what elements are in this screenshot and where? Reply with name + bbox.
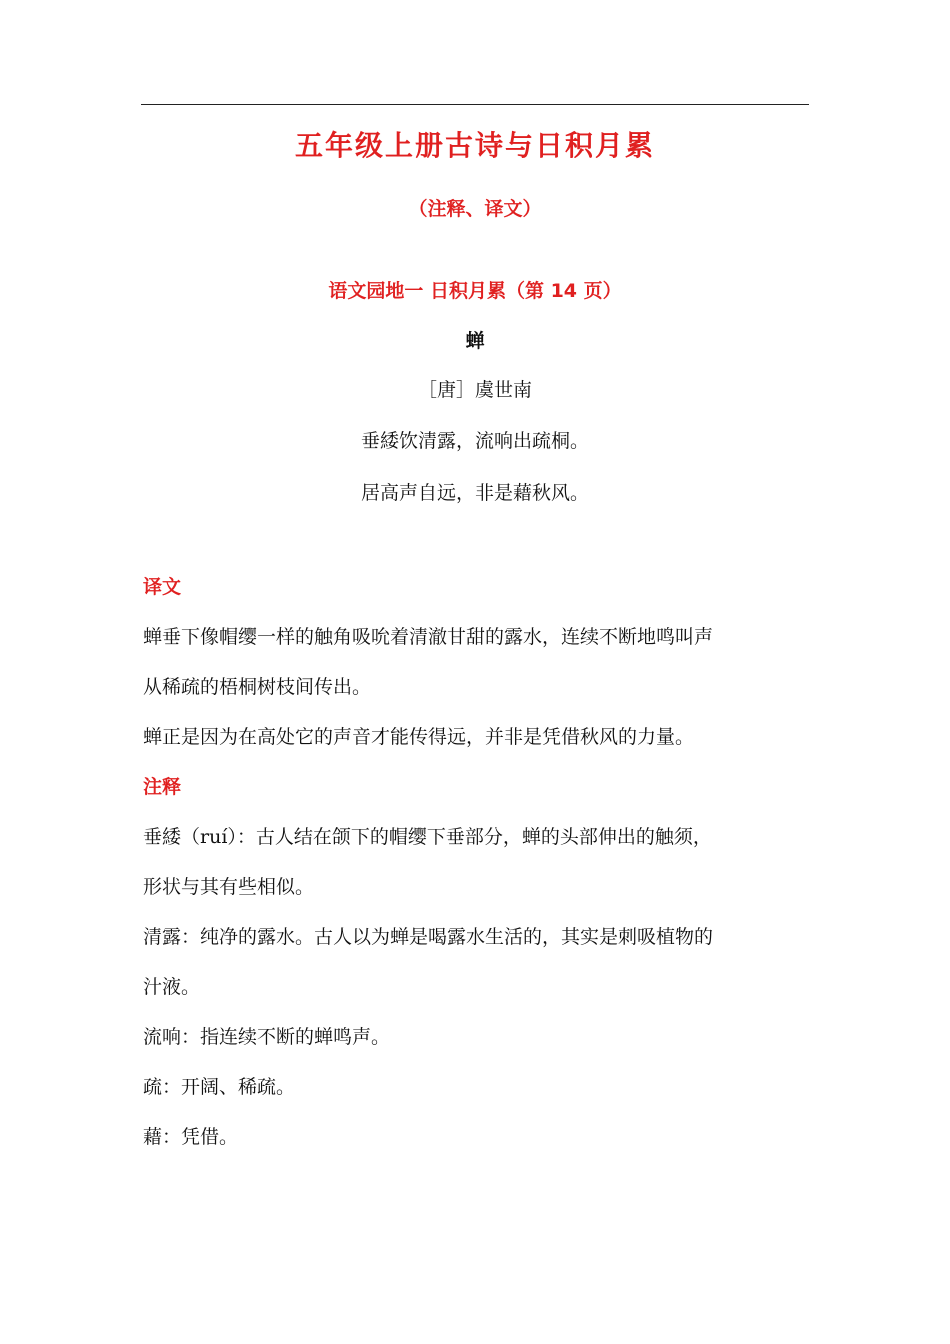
note-item: 疏：开阔、稀疏。 bbox=[143, 1076, 296, 1098]
note-item: 流响：指连续不断的蝉鸣声。 bbox=[143, 1026, 391, 1048]
note-item: 清露：纯净的露水。古人以为蝉是喝露水生活的，其实是刺吸植物的 bbox=[143, 926, 714, 948]
page-title: 五年级上册古诗与日积月累 bbox=[294, 129, 655, 162]
notes-heading: 注释 bbox=[143, 776, 182, 798]
translation-heading: 译文 bbox=[143, 576, 182, 598]
poem-line: 居高声自远，非是藉秋风。 bbox=[360, 482, 589, 504]
page-subtitle: （注释、译文） bbox=[408, 198, 542, 220]
note-item: 汁液。 bbox=[143, 976, 201, 998]
poem-author: ［唐］虞世南 bbox=[417, 379, 532, 401]
section-label: 语文园地一 日积月累（第 14 页） bbox=[328, 280, 622, 302]
translation-paragraph: 蝉正是因为在高处它的声音才能传得远，并非是凭借秋风的力量。 bbox=[143, 726, 695, 748]
translation-paragraph: 蝉垂下像帽缨一样的触角吸吮着清澈甘甜的露水，连续不断地鸣叫声 bbox=[143, 626, 714, 648]
note-item: 形状与其有些相似。 bbox=[143, 876, 315, 898]
top-rule bbox=[141, 104, 809, 105]
note-item: 藉：凭借。 bbox=[143, 1126, 239, 1148]
poem-line: 垂緌饮清露，流响出疏桐。 bbox=[360, 430, 589, 452]
note-item: 垂緌（ruí）：古人结在颌下的帽缨下垂部分，蝉的头部伸出的触须， bbox=[143, 826, 712, 848]
translation-paragraph: 从稀疏的梧桐树枝间传出。 bbox=[143, 676, 372, 698]
poem-title: 蝉 bbox=[465, 330, 485, 352]
